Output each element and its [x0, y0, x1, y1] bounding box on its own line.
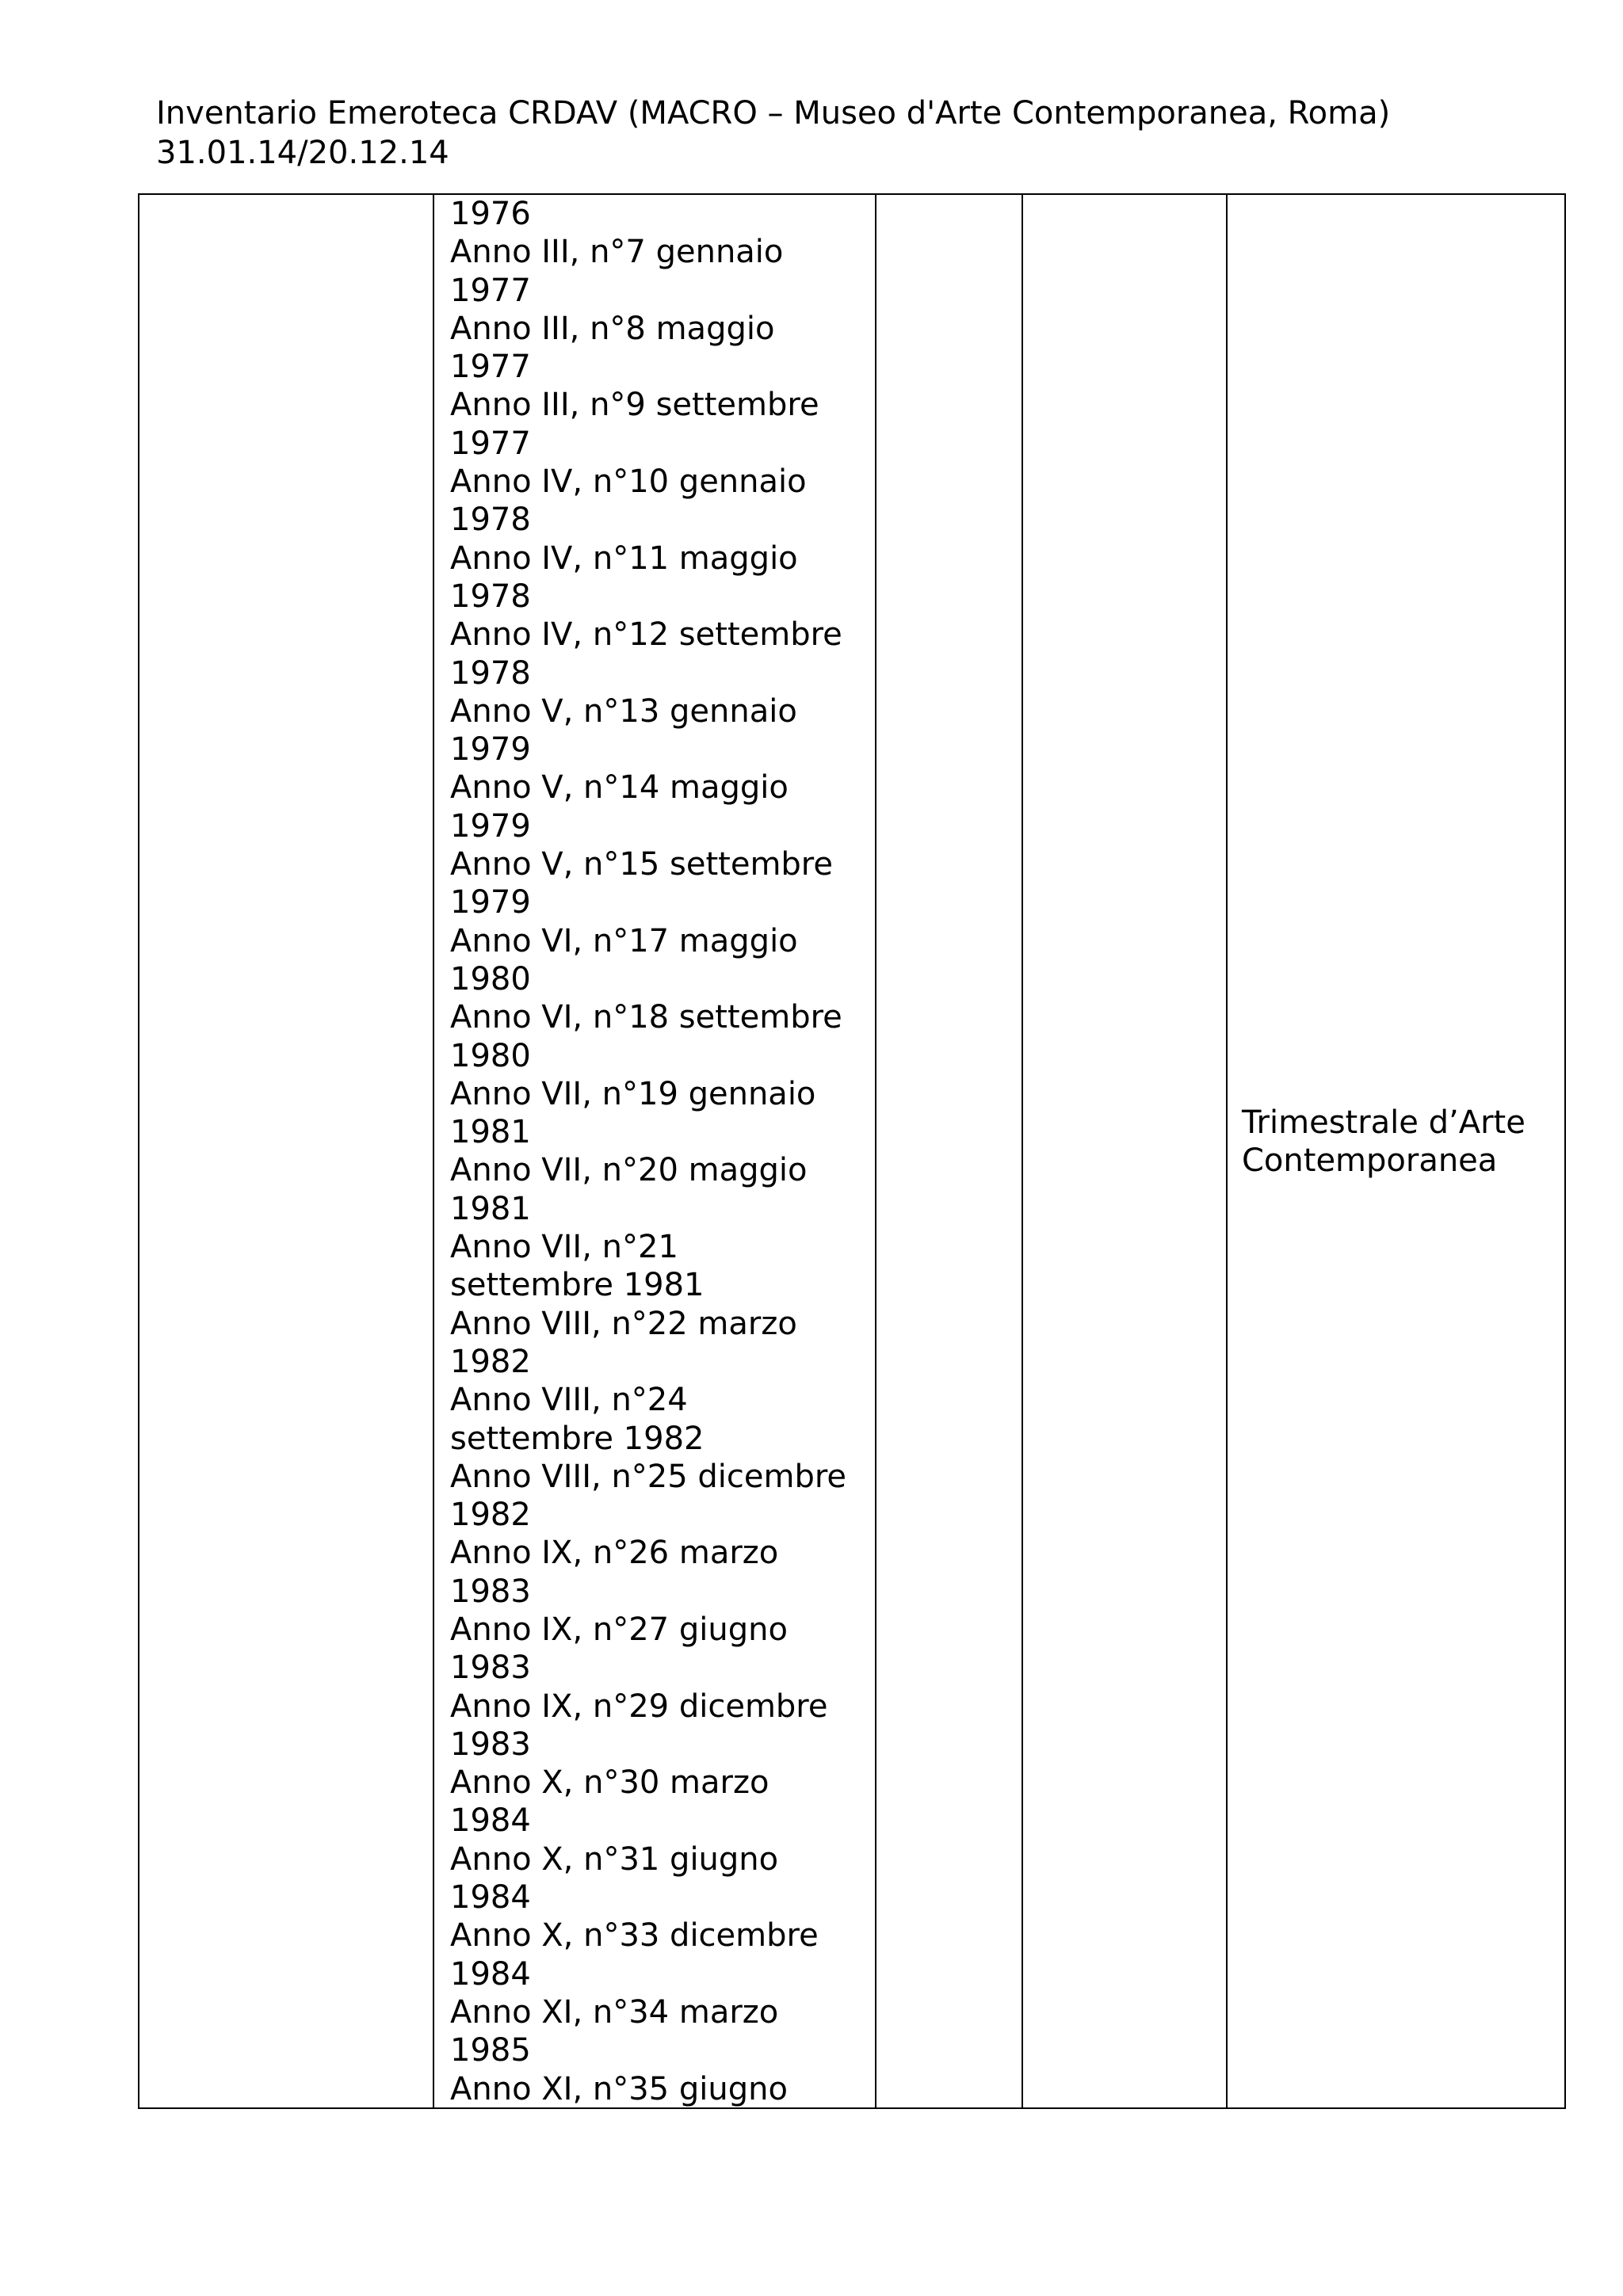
empty-cell-4 — [1022, 194, 1227, 2108]
inventory-table — [138, 193, 1566, 2109]
issues-cell — [433, 194, 876, 2108]
list-item: Anno IV, n°10 gennaio — [450, 463, 807, 501]
list-item: Anno XI, n°35 giugno — [450, 2070, 788, 2107]
list-item: Anno V, n°15 settembre — [450, 846, 833, 883]
list-item: Anno XI, n°34 marzo — [450, 1993, 779, 2031]
list-item: Anno IX, n°26 marzo — [450, 1535, 779, 1572]
list-item: 1978 — [450, 502, 531, 539]
list-item: 1984 — [450, 1802, 531, 1840]
list-item: 1984 — [450, 1879, 531, 1917]
list-item: Anno VIII, n°25 dicembre — [450, 1458, 847, 1495]
list-item: Anno VI, n°17 maggio — [450, 922, 798, 959]
list-item: 1979 — [450, 884, 531, 921]
list-item: Anno VIII, n°24 — [450, 1382, 688, 1419]
list-item: 1977 — [450, 272, 531, 309]
document-title: Inventario Emeroteca CRDAV (MACRO – Museo d'Arte Contemporanea, Roma) — [156, 95, 1391, 132]
table-row — [139, 194, 1565, 2108]
list-item: 1979 — [450, 731, 531, 769]
list-item: Anno III, n°9 settembre — [450, 387, 819, 424]
list-item: 1977 — [450, 425, 531, 462]
list-item: Anno III, n°8 maggio — [450, 310, 775, 347]
list-item: settembre 1981 — [450, 1267, 705, 1304]
list-item: Anno IV, n°11 maggio — [450, 540, 798, 577]
list-item: 1980 — [450, 1037, 531, 1074]
list-item: 1983 — [450, 1726, 531, 1763]
list-item: 1981 — [450, 1114, 531, 1151]
empty-cell-3 — [876, 194, 1022, 2108]
list-item: Anno X, n°33 dicembre — [450, 1917, 819, 1955]
list-item: Anno VII, n°20 maggio — [450, 1152, 808, 1189]
list-item: 1983 — [450, 1573, 531, 1610]
description-line: Contemporanea — [1242, 1142, 1498, 1179]
list-item: Anno X, n°30 marzo — [450, 1764, 769, 1802]
list-item: Anno V, n°13 gennaio — [450, 692, 797, 730]
title-cell — [139, 194, 433, 2108]
list-item: 1978 — [450, 578, 531, 615]
list-item: 1985 — [450, 2032, 531, 2069]
list-item: 1980 — [450, 960, 531, 997]
list-item: Anno IV, n°12 settembre — [450, 616, 842, 654]
description-cell — [1227, 194, 1565, 2108]
description-line: Trimestrale d’Arte — [1242, 1104, 1526, 1141]
description-text — [1228, 1104, 1564, 1180]
list-item: 1978 — [450, 654, 531, 692]
list-item: 1981 — [450, 1190, 531, 1227]
list-item: settembre 1982 — [450, 1420, 705, 1457]
list-item: Anno IX, n°27 giugno — [450, 1611, 788, 1648]
list-item: 1977 — [450, 349, 531, 386]
list-item: Anno V, n°14 maggio — [450, 769, 789, 807]
list-item: 1982 — [450, 1497, 531, 1534]
list-item: 1983 — [450, 1650, 531, 1687]
list-item: 1976 — [450, 196, 531, 232]
issue-list — [434, 195, 875, 2107]
list-item: Anno X, n°31 giugno — [450, 1840, 779, 1878]
list-item: Anno IX, n°29 dicembre — [450, 1688, 828, 1725]
list-item: Anno VII, n°19 gennaio — [450, 1075, 816, 1112]
list-item: Anno VIII, n°22 marzo — [450, 1305, 797, 1342]
list-item: 1982 — [450, 1343, 531, 1380]
document-date-range: 31.01.14/20.12.14 — [156, 135, 449, 171]
list-item: 1984 — [450, 1955, 531, 1993]
list-item: 1979 — [450, 807, 531, 845]
list-item: Anno VI, n°18 settembre — [450, 999, 842, 1036]
page-header — [156, 93, 1583, 173]
list-item: Anno VII, n°21 — [450, 1229, 678, 1266]
list-item: Anno III, n°7 gennaio — [450, 234, 784, 271]
